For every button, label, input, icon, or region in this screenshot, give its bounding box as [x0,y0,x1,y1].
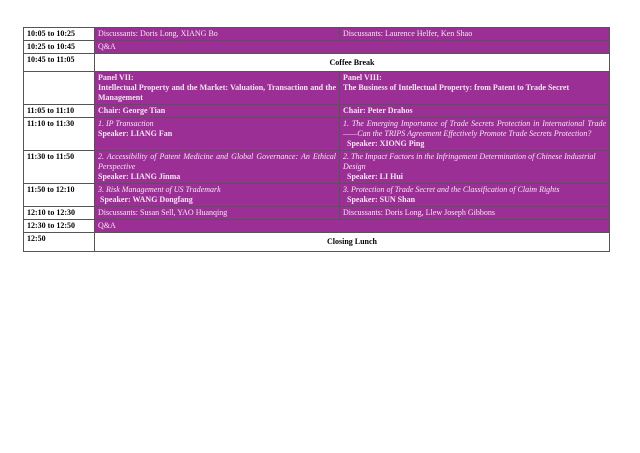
schedule-row [24,72,610,105]
panel-vii-header [95,72,340,105]
schedule-row [24,41,610,54]
time-cell: 11:50 to 12:10 [24,184,95,207]
talk-cell [95,118,340,151]
panel-viii-chair: Chair: Peter Drahos [340,105,610,118]
talk-cell [340,118,610,151]
talk-topic: 2. The Impact Factors in the Infringement Determination of Chinese Industrial Design [343,152,596,171]
time-cell: 12:30 to 12:50 [24,220,95,233]
panel-viii-discussants: Discussants: Laurence Helfer, Ken Shao [340,28,610,41]
panel-subtitle: Intellectual Property and the Market: Valuation, Transaction and the Management [98,83,336,102]
panel-title: Panel VII: [98,73,134,82]
panel-vii-chair: Chair: George Tian [95,105,340,118]
schedule-row [24,118,610,151]
talk-cell [95,151,340,184]
time-cell: 10:25 to 10:45 [24,41,95,54]
talk-cell [95,184,340,207]
schedule-row [24,207,610,220]
time-cell: 11:10 to 11:30 [24,118,95,151]
schedule-row [24,184,610,207]
panel-viii-discussants: Discussants: Doris Long, Llew Joseph Gibbons [340,207,610,220]
talk-cell [340,151,610,184]
panel-title: Panel VIII: [343,73,382,82]
talk-topic: 1. The Emerging Importance of Trade Secrets Protection in International Trade——Can the TRIPS Agreement Effectively Promote Trade Secrets Protection? [343,119,606,138]
schedule-row [24,28,610,41]
panel-vii-discussants: Discussants: Doris Long, XIANG Bo [95,28,340,41]
time-cell: 11:05 to 11:10 [24,105,95,118]
panel-subtitle: The Business of Intellectual Property: from Patent to Trade Secret [343,83,570,92]
talk-topic: 3. Protection of Trade Secret and the Classification of Claim Rights [343,185,560,194]
talk-cell [340,184,610,207]
schedule-row [24,220,610,233]
time-cell: 12:10 to 12:30 [24,207,95,220]
panel-viii-header [340,72,610,105]
qa-cell: Q&A [95,220,610,233]
closing-lunch-cell: Closing Lunch [95,233,610,252]
talk-speaker: Speaker: SUN Shan [347,195,416,204]
panel-vii-discussants: Discussants: Susan Sell, YAO Huanqing [95,207,340,220]
time-cell [24,72,95,105]
talk-topic: 2. Accessibility of Patent Medicine and Global Governance: An Ethical Perspective [98,152,336,171]
talk-speaker: Speaker: LI Hui [347,172,404,181]
schedule-table [23,27,610,252]
talk-speaker: Speaker: XIONG Ping [347,139,425,148]
schedule-row [24,151,610,184]
time-cell: 10:05 to 10:25 [24,28,95,41]
talk-speaker: Speaker: LIANG Jinma [98,172,181,181]
time-cell: 12:50 [24,233,95,252]
coffee-break-cell: Coffee Break [95,54,610,72]
talk-speaker: Speaker: WANG Dongfang [100,195,193,204]
time-cell: 10:45 to 11:05 [24,54,95,72]
time-cell: 11:30 to 11:50 [24,151,95,184]
schedule-row [24,105,610,118]
schedule-row [24,54,610,72]
talk-speaker: Speaker: LIANG Fan [98,129,173,138]
talk-topic: 3. Risk Management of US Trademark [98,185,221,194]
qa-cell: Q&A [95,41,610,54]
talk-topic: 1. IP Transaction [98,119,154,128]
schedule-row [24,233,610,252]
